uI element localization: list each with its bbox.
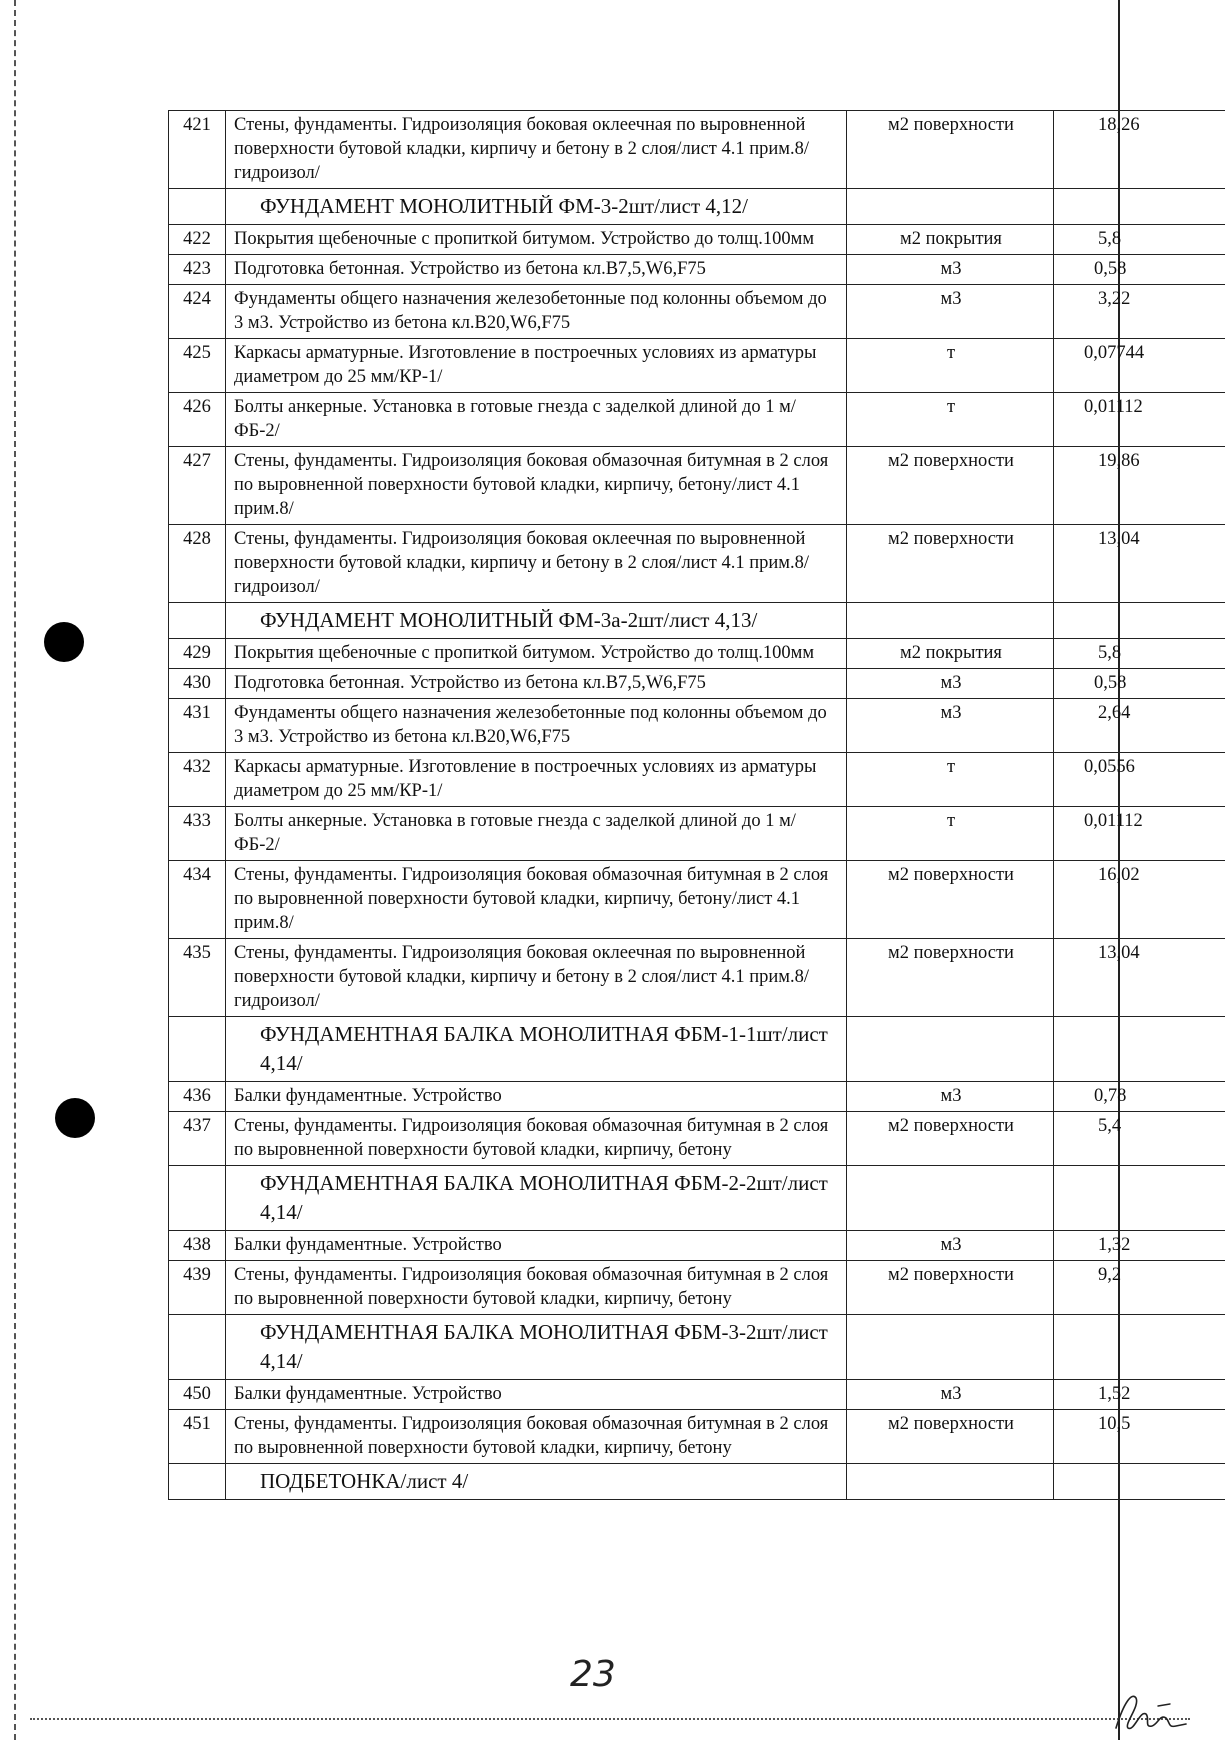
section-unit-cell [847,1017,1054,1082]
section-title: ПОДБЕТОНКА/лист 4/ [226,1464,847,1500]
section-title: ФУНДАМЕНТ МОНОЛИТНЫЙ ФМ-3а-2шт/лист 4,13/ [226,603,847,639]
section-title: ФУНДАМЕНТНАЯ БАЛКА МОНОЛИТНАЯ ФБМ-1-1шт/лист 4,14/ [226,1017,847,1082]
table-row [169,807,1225,861]
row-number: 429 [169,639,226,669]
row-quantity: 9,2 [1054,1261,1225,1315]
section-unit-cell [847,1315,1054,1380]
table-row [169,393,1225,447]
row-number: 431 [169,699,226,753]
signature-scribble [1110,1684,1190,1734]
row-number: 421 [169,111,226,189]
row-unit: м3 [847,1082,1054,1112]
row-quantity: 0,78 [1054,1082,1225,1112]
section-qty-cell [1054,1017,1225,1082]
section-qty-cell [1054,189,1225,225]
row-unit: м2 покрытия [847,225,1054,255]
row-quantity: 5,4 [1054,1112,1225,1166]
table-row [169,639,1225,669]
row-quantity: 1,52 [1054,1380,1225,1410]
section-qty-cell [1054,1464,1225,1500]
table-row [169,669,1225,699]
section-unit-cell [847,1166,1054,1231]
row-number: 424 [169,285,226,339]
row-quantity: 3,22 [1054,285,1225,339]
row-number: 432 [169,753,226,807]
table-row [169,861,1225,939]
row-unit: м3 [847,669,1054,699]
row-description: Стены, фундаменты. Гидроизоляция боковая обмазочная битумная в 2 слоя по выровненной поверхности бутовой кладки, кирпичу, бетону/лист 4.1 прим.8/ [226,861,847,939]
table-row [169,1410,1225,1464]
section-header-row [169,1166,1225,1231]
section-qty-cell [1054,603,1225,639]
row-number: 423 [169,255,226,285]
row-description: Балки фундаментные. Устройство [226,1231,847,1261]
table-row [169,753,1225,807]
row-unit: м3 [847,1380,1054,1410]
row-quantity: 0,07744 [1054,339,1225,393]
row-quantity: 0,01112 [1054,393,1225,447]
table-row [169,1231,1225,1261]
row-number: 433 [169,807,226,861]
row-description: Покрытия щебеночные с пропиткой битумом. Устройство до толщ.100мм [226,639,847,669]
section-header-row [169,1464,1225,1500]
section-unit-cell [847,1464,1054,1500]
row-number: 451 [169,1410,226,1464]
table-row [169,339,1225,393]
row-unit: м3 [847,255,1054,285]
section-qty-cell [1054,1315,1225,1380]
row-description: Подготовка бетонная. Устройство из бетона кл.В7,5,W6,F75 [226,669,847,699]
row-quantity: 1,32 [1054,1231,1225,1261]
section-header-row [169,1017,1225,1082]
estimate-table-body [169,111,1225,1500]
row-description: Фундаменты общего назначения железобетонные под колонны объемом до 3 м3. Устройство из бетона кл.В20,W6,F75 [226,285,847,339]
section-qty-cell [1054,1166,1225,1231]
row-description: Подготовка бетонная. Устройство из бетона кл.В7,5,W6,F75 [226,255,847,285]
row-number: 426 [169,393,226,447]
section-num-cell [169,1166,226,1231]
table-row [169,1261,1225,1315]
row-number: 430 [169,669,226,699]
table-row [169,225,1225,255]
row-quantity: 5,8 [1054,639,1225,669]
row-description: Стены, фундаменты. Гидроизоляция боковая обмазочная битумная в 2 слоя по выровненной поверхности бутовой кладки, кирпичу, бетону [226,1112,847,1166]
table-row [169,111,1225,189]
section-num-cell [169,1017,226,1082]
row-unit: м2 поверхности [847,525,1054,603]
section-num-cell [169,1315,226,1380]
row-description: Балки фундаментные. Устройство [226,1380,847,1410]
row-unit: м2 поверхности [847,447,1054,525]
page-number: 23 [570,1654,616,1695]
estimate-table [168,110,1225,1500]
section-header-row [169,603,1225,639]
row-description: Стены, фундаменты. Гидроизоляция боковая обмазочная битумная в 2 слоя по выровненной поверхности бутовой кладки, кирпичу, бетону/лист 4.1 прим.8/ [226,447,847,525]
section-num-cell [169,603,226,639]
row-unit: т [847,393,1054,447]
row-unit: м3 [847,699,1054,753]
section-title: ФУНДАМЕНТНАЯ БАЛКА МОНОЛИТНАЯ ФБМ-2-2шт/лист 4,14/ [226,1166,847,1231]
row-description: Стены, фундаменты. Гидроизоляция боковая оклеечная по выровненной поверхности бутовой кладки, кирпичу и бетону в 2 слоя/лист 4.1 прим.8/гидроизол/ [226,111,847,189]
row-description: Покрытия щебеночные с пропиткой битумом. Устройство до толщ.100мм [226,225,847,255]
row-description: Стены, фундаменты. Гидроизоляция боковая оклеечная по выровненной поверхности бутовой кладки, кирпичу и бетону в 2 слоя/лист 4.1 прим.8/гидроизол/ [226,525,847,603]
row-quantity: 16,02 [1054,861,1225,939]
row-number: 428 [169,525,226,603]
row-description: Стены, фундаменты. Гидроизоляция боковая обмазочная битумная в 2 слоя по выровненной поверхности бутовой кладки, кирпичу, бетону [226,1410,847,1464]
row-description: Стены, фундаменты. Гидроизоляция боковая обмазочная битумная в 2 слоя по выровненной поверхности бутовой кладки, кирпичу, бетону [226,1261,847,1315]
row-number: 439 [169,1261,226,1315]
scan-left-dashed-edge [14,0,16,1740]
row-quantity: 0,0556 [1054,753,1225,807]
row-unit: т [847,753,1054,807]
row-number: 435 [169,939,226,1017]
table-row [169,1112,1225,1166]
row-unit: м3 [847,285,1054,339]
row-unit: т [847,339,1054,393]
row-unit: м2 поверхности [847,1410,1054,1464]
scan-bottom-dotted-edge [30,1718,1190,1720]
row-number: 437 [169,1112,226,1166]
table-row [169,1380,1225,1410]
row-unit: м2 поверхности [847,1112,1054,1166]
section-num-cell [169,189,226,225]
table-row [169,939,1225,1017]
table-row [169,525,1225,603]
row-quantity: 13,04 [1054,939,1225,1017]
row-description: Балки фундаментные. Устройство [226,1082,847,1112]
row-number: 434 [169,861,226,939]
row-description: Каркасы арматурные. Изготовление в построечных условиях из арматуры диаметром до 25 мм/КР-1/ [226,753,847,807]
row-description: Болты анкерные. Установка в готовые гнезда с заделкой длиной до 1 м/ФБ-2/ [226,807,847,861]
row-quantity: 0,58 [1054,255,1225,285]
row-unit: м2 поверхности [847,861,1054,939]
row-quantity: 0,01112 [1054,807,1225,861]
row-number: 436 [169,1082,226,1112]
row-quantity: 19,86 [1054,447,1225,525]
row-number: 425 [169,339,226,393]
row-unit: м2 поверхности [847,939,1054,1017]
table-row [169,1082,1225,1112]
table-row [169,699,1225,753]
punch-hole-mark [44,622,84,662]
row-quantity: 0,58 [1054,669,1225,699]
row-number: 422 [169,225,226,255]
section-title: ФУНДАМЕНТНАЯ БАЛКА МОНОЛИТНАЯ ФБМ-3-2шт/лист 4,14/ [226,1315,847,1380]
row-quantity: 18,26 [1054,111,1225,189]
row-unit: м2 покрытия [847,639,1054,669]
row-unit: м2 поверхности [847,1261,1054,1315]
table-row [169,447,1225,525]
row-number: 438 [169,1231,226,1261]
section-header-row [169,189,1225,225]
row-unit: м2 поверхности [847,111,1054,189]
row-quantity: 2,64 [1054,699,1225,753]
punch-hole-mark [55,1098,95,1138]
row-quantity: 13,04 [1054,525,1225,603]
row-quantity: 10,5 [1054,1410,1225,1464]
row-unit: т [847,807,1054,861]
row-number: 450 [169,1380,226,1410]
table-row [169,255,1225,285]
section-unit-cell [847,603,1054,639]
section-num-cell [169,1464,226,1500]
section-title: ФУНДАМЕНТ МОНОЛИТНЫЙ ФМ-3-2шт/лист 4,12/ [226,189,847,225]
section-header-row [169,1315,1225,1380]
row-description: Фундаменты общего назначения железобетонные под колонны объемом до 3 м3. Устройство из бетона кл.В20,W6,F75 [226,699,847,753]
row-description: Стены, фундаменты. Гидроизоляция боковая оклеечная по выровненной поверхности бутовой кладки, кирпичу и бетону в 2 слоя/лист 4.1 прим.8/гидроизол/ [226,939,847,1017]
table-row [169,285,1225,339]
row-description: Болты анкерные. Установка в готовые гнезда с заделкой длиной до 1 м/ФБ-2/ [226,393,847,447]
row-unit: м3 [847,1231,1054,1261]
row-quantity: 5,8 [1054,225,1225,255]
row-number: 427 [169,447,226,525]
section-unit-cell [847,189,1054,225]
row-description: Каркасы арматурные. Изготовление в построечных условиях из арматуры диаметром до 25 мм/КР-1/ [226,339,847,393]
